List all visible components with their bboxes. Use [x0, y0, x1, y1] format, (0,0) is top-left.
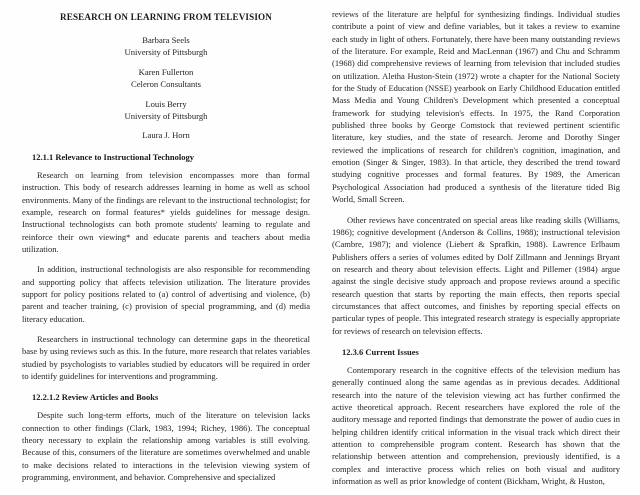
- author-affiliation: University of Pittsburgh: [124, 111, 208, 122]
- section-heading-current-issues: 12.3.6 Current Issues: [342, 346, 419, 357]
- author-name: Louis Berry: [145, 98, 187, 109]
- page-title: RESEARCH ON LEARNING FROM TELEVISION: [60, 12, 272, 22]
- author-affiliation: University of Pittsburgh: [124, 47, 208, 58]
- author-block-1: [22, 34, 310, 59]
- author-name: Laura J. Horn: [142, 130, 190, 141]
- paragraph: In addition, instructional technologists are also responsible for recommending and supporting policy that affects television utilization. The literature provides support for policy positions related to (a) control of advertising and violence, (b) parent and teacher training, (c) provision of special programming, and (d) media literacy education.: [22, 264, 310, 324]
- section-heading-review-articles-and-books: 12.2.1.2 Review Articles and Books: [32, 392, 159, 403]
- left-column: [22, 8, 310, 495]
- section-heading-relevance-to-instructional-technology: 12.1.1 Relevance to Instructional Technology: [32, 151, 194, 162]
- author-block-4: [22, 129, 310, 141]
- author-affiliation: Celeron Consultants: [131, 79, 201, 90]
- author-name: Barbara Seels: [142, 35, 190, 45]
- right-column: [332, 8, 620, 495]
- author-block-2: [22, 66, 310, 91]
- paragraph: Researchers in instructional technology can determine gaps in the theoretical base by using reviews such as this. In the future, more research that relates variables studied by psychologists to variables studied by educators will be required in order to identify guidelines for interventions and programming.: [22, 333, 310, 381]
- column-gutter: [310, 8, 332, 495]
- paragraph-continued: reviews of the literature are helpful for synthesizing findings. Individual studies contribute a point of view and define variables, but it takes a review to examine each study in light of others. Fortunately, there have been many outstanding reviews of the literature. For example, Reid and MacLennan (1967) and Chu and Schramm (1968) did comprehensive reviews of learning from television that included studies on utilization. Aletha Huston-Stein (1972) wrote a chapter for the National Society for the Study of Education (NSSE) yearbook on Early Childhood Education entitled Mass Media and Young Children's Development which presented a conceptual framework for studying television's effects. In 1975, the Rand Corporation published three books by George Comstock that reviewed pertinent scientific literature, key studies, and the state of research. Jerome and Dorothy Singer reviewed the implications of research for children's cognition, imagination, and emotion (Singer & Singer, 1983). In that article, they described the trend toward studying cognitive processes and formal features. By 1989, the American Psychological Association had produced a synthesis of the literature tided Big World, Small Screen.: [332, 9, 620, 205]
- author-block-3: [22, 98, 310, 123]
- author-name: Karen Fullerton: [138, 66, 194, 77]
- paragraph: Contemporary research in the cognitive effects of the television medium has generally continued along the same agendas as in previous decades. Additional research into the nature of the television viewing act has further confirmed the active theoretical approach. Recent researchers have explored the role of the auditory message and reported findings that demonstrate the power of audio cues in helping children identify critical information in the visual track which direct their attention to comprehensible program content. Research has shown that the relationship between attention and comprehension, previously identified, is a complex and interactive process which relies on both visual and auditory information as well as prior knowledge of content (Bickham, Wright, & Huston,: [332, 364, 620, 487]
- paragraph: Despite such long-term efforts, much of the literature on television lacks connection to other findings (Clark, 1983, 1994; Richey, 1986). The conceptual theory necessary to explain the relationship among variables is still evolving. Because of this, consumers of the literature are sometimes overwhelmed and unable to make decisions related to interactions in the television viewing system of programming, environment, and behavior. Comprehensive and specialized: [22, 410, 310, 483]
- paragraph: Research on learning from television encompasses more than formal instruction. This body of research addresses learning in home as well as school environments. Many of the findings are relevant to the instructional technologist; for example, research on formal features* yields guidelines for message design. Instructional technologists can both promote students' learning to regulate and reinforce their own viewing* and educate parents and teachers about media utilization.: [22, 169, 310, 254]
- paragraph: Other reviews have concentrated on special areas like reading skills (Williams, 1986); cognitive development (Anderson & Collins, 1988); instructional television (Cambre, 1987); and violence (Liebert & Sprafkin, 1988). Lawrence Erlbaum Publishers offers a series of volumes edited by Dolf Zillmann and Jennings Bryant on research and theory about television effects. Light and Pillemer (1984) argue against the single decisive study approach and propose reviews around a specific research question that starts by reporting the main effects, then reports special circumstances that affect outcomes, and finishes by reporting special effects on particular types of people. This integrated research strategy is especially appropriate for reviews of research on television effects.: [332, 214, 620, 336]
